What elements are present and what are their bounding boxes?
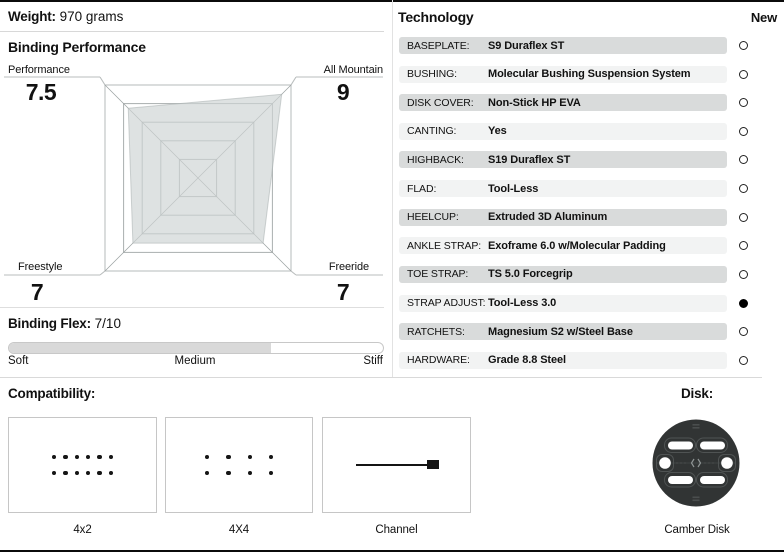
- spec-value: Tool-Less: [488, 182, 539, 195]
- spec-value: Molecular Bushing Suspension System: [488, 68, 691, 81]
- spec-label: CANTING:: [407, 125, 457, 138]
- table-row: [399, 295, 777, 312]
- insert-hole-dot: [52, 471, 56, 475]
- spec-label: HIGHBACK:: [407, 153, 464, 166]
- binding-flex-fill: [9, 343, 271, 353]
- insert-hole-dot: [226, 455, 230, 459]
- spec-value: Extruded 3D Aluminum: [488, 211, 608, 224]
- insert-hole-dot: [97, 471, 101, 475]
- spec-label: BUSHING:: [407, 68, 457, 81]
- table-row: [399, 352, 777, 369]
- flex-section-divider: [0, 307, 384, 308]
- new-radio[interactable]: [739, 327, 748, 336]
- new-radio[interactable]: [739, 213, 748, 222]
- 4x2-insert-pattern-icon: [8, 417, 157, 513]
- column-divider: [392, 0, 393, 377]
- flex-scale-soft: Soft: [8, 355, 29, 367]
- spec-value: S9 Duraflex ST: [488, 39, 565, 52]
- insert-hole-dot: [86, 455, 90, 459]
- table-row: [399, 323, 777, 340]
- spec-value: Yes: [488, 125, 507, 138]
- spec-label: HARDWARE:: [407, 354, 470, 367]
- new-radio[interactable]: [739, 184, 748, 193]
- pattern-caption-4x2: 4x2: [73, 524, 92, 536]
- compatibility-title: Compatibility:: [8, 386, 96, 401]
- table-row: [399, 151, 777, 168]
- table-row: [399, 209, 777, 226]
- insert-hole-dot: [86, 471, 90, 475]
- disk-caption: Camber Disk: [664, 524, 730, 536]
- spec-label: FLAD:: [407, 182, 437, 195]
- spec-value: Grade 8.8 Steel: [488, 354, 566, 367]
- binding-performance-title: Binding Performance: [8, 39, 146, 55]
- weight-label: Weight:: [8, 9, 56, 24]
- spec-label: BASEPLATE:: [407, 39, 470, 52]
- flex-scale-stiff: Stiff: [363, 355, 383, 367]
- weight-value: 970 grams: [59, 9, 124, 24]
- table-row: [399, 123, 777, 140]
- axis-label-freestyle: Freestyle: [18, 261, 63, 273]
- new-radio[interactable]: [739, 356, 748, 365]
- axis-value-all-mountain: 9: [336, 79, 350, 105]
- insert-hole-dot: [109, 471, 113, 475]
- insert-hole-dot: [248, 455, 252, 459]
- flex-scale-medium: Medium: [174, 355, 216, 367]
- axis-value-freeride: 7: [336, 279, 350, 305]
- channel-mount-pattern-icon: [322, 417, 471, 513]
- spec-label: ANKLE STRAP:: [407, 239, 482, 252]
- insert-hole-dot: [226, 471, 230, 475]
- insert-hole-dot: [269, 455, 273, 459]
- technology-title: Technology: [398, 9, 474, 25]
- insert-hole-dot: [75, 455, 79, 459]
- 4x4-insert-pattern-icon: [165, 417, 313, 513]
- insert-hole-dot: [75, 471, 79, 475]
- insert-hole-dot: [248, 471, 252, 475]
- binding-flex-value: 7/10: [94, 316, 121, 331]
- table-row: [399, 66, 777, 83]
- new-radio[interactable]: [739, 41, 748, 50]
- axis-value-performance: 7.5: [25, 79, 57, 105]
- binding-flex-row: [8, 316, 121, 331]
- weight-row: [8, 9, 123, 24]
- camber-disk-icon: [652, 419, 740, 507]
- channel-slider: [427, 460, 439, 469]
- spec-label: TOE STRAP:: [407, 268, 469, 281]
- binding-flex-bar: [8, 342, 384, 354]
- insert-hole-dot: [269, 471, 273, 475]
- table-row: [399, 94, 777, 111]
- table-row: [399, 37, 777, 54]
- axis-value-freestyle: 7: [30, 279, 44, 305]
- axis-label-freeride: Freeride: [328, 261, 369, 273]
- insert-hole-dot: [205, 455, 209, 459]
- binding-flex-label: Binding Flex:: [8, 316, 91, 331]
- new-radio[interactable]: [739, 70, 748, 79]
- pattern-caption-channel: Channel: [375, 524, 418, 536]
- new-radio[interactable]: [739, 98, 748, 107]
- spec-label: RATCHETS:: [407, 325, 465, 338]
- weight-divider: [0, 31, 384, 32]
- insert-hole-dot: [52, 455, 56, 459]
- new-column-header: New: [750, 10, 777, 25]
- spec-value: S19 Duraflex ST: [488, 153, 571, 166]
- insert-hole-dot: [63, 455, 67, 459]
- insert-hole-dot: [109, 455, 113, 459]
- spec-value: Tool-Less 3.0: [488, 297, 557, 310]
- spec-label: STRAP ADJUST:: [407, 297, 486, 310]
- table-row: [399, 180, 777, 197]
- spec-value: Exoframe 6.0 w/Molecular Padding: [488, 239, 666, 252]
- new-radio[interactable]: [739, 299, 748, 308]
- spec-label: DISK COVER:: [407, 96, 474, 109]
- spec-value: Non-Stick HP EVA: [488, 96, 581, 109]
- bottom-section-divider: [0, 377, 762, 378]
- new-radio[interactable]: [739, 155, 748, 164]
- spec-label: HEELCUP:: [407, 211, 459, 224]
- insert-hole-dot: [63, 471, 67, 475]
- spec-value: TS 5.0 Forcegrip: [488, 268, 573, 281]
- table-row: [399, 266, 777, 283]
- new-radio[interactable]: [739, 127, 748, 136]
- pattern-caption-4x4: 4X4: [228, 524, 250, 536]
- axis-label-performance: Performance: [8, 64, 70, 76]
- disk-title: Disk:: [680, 386, 713, 401]
- table-row: [399, 237, 777, 254]
- new-radio[interactable]: [739, 241, 748, 250]
- new-radio[interactable]: [739, 270, 748, 279]
- insert-hole-dot: [97, 455, 101, 459]
- radar-data-polygon: [128, 94, 281, 243]
- axis-label-all-mountain: All Mountain: [323, 64, 383, 76]
- spec-value: Magnesium S2 w/Steel Base: [488, 325, 633, 338]
- insert-hole-dot: [205, 471, 209, 475]
